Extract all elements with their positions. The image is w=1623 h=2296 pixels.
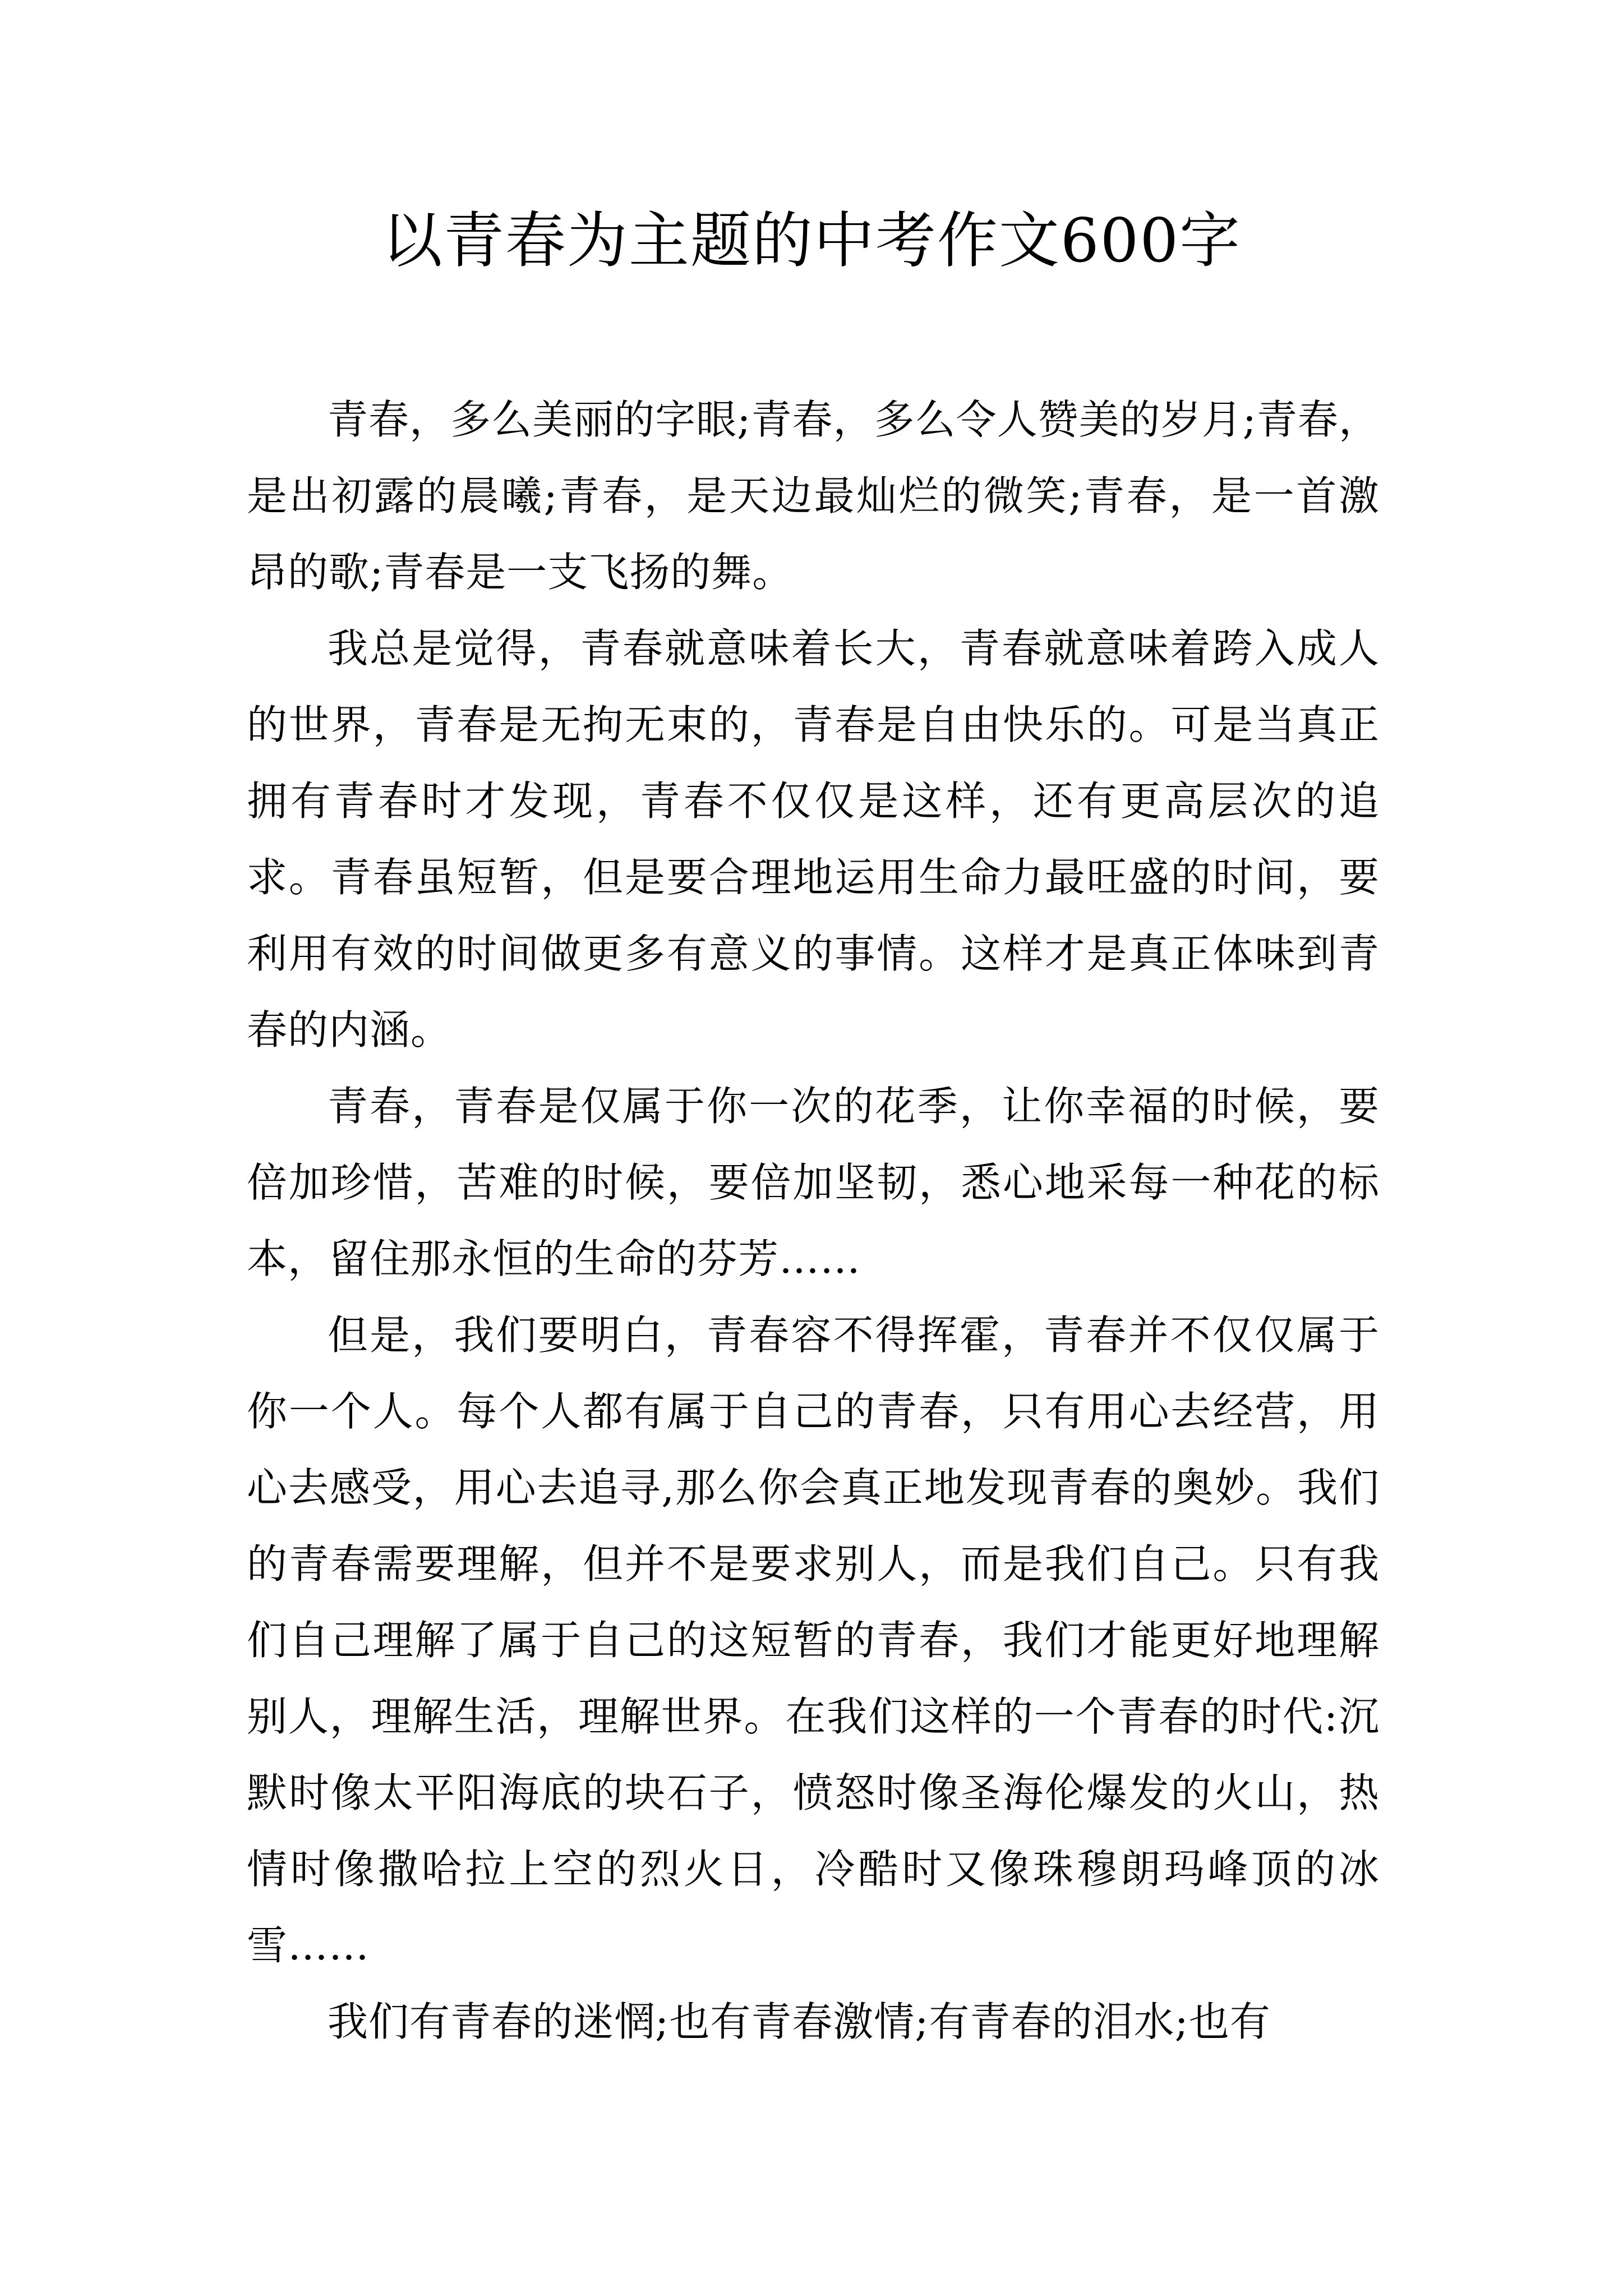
paragraph-2: 我总是觉得，青春就意味着长大，青春就意味着跨入成人的世界，青春是无拘无束的，青春是自由快乐的。可是当真正拥有青春时才发现，青春不仅仅是这样，还有更高层次的追求。青春虽短暂，但是要合理地运用生命力最旺盛的时间，要利用有效的时间做更多有意义的事情。这样才是真正体味到青春的内涵。 [247,625,1380,1053]
paragraph-3: 青春，青春是仅属于你一次的花季，让你幸福的时候，要倍加珍惜，苦难的时候，要倍加坚韧，悉心地采每一种花的标本，留住那永恒的生命的芬芳…… [247,1083,1380,1282]
document-title: 以青春为主题的中考作文600字 [381,206,1242,276]
paragraph-4: 但是，我们要明白，青春容不得挥霍，青春并不仅仅属于你一个人。每个人都有属于自己的青春，只有用心去经营，用心去感受，用心去追寻,那么你会真正地发现青春的奥妙。我们的青春需要理解，但并不是要求别人，而是我们自己。只有我们自己理解了属于自己的这短暂的青春，我们才能更好地理解别人，理解生活，理解世界。在我们这样的一个青春的时代:沉默时像太平阳海底的块石子，愤怒时像圣海伦爆发的火山，热情时像撒哈拉上空的烈火日，冷酷时又像珠穆朗玛峰顶的冰雪…… [247,1312,1380,1969]
paragraph-5: 我们有青春的迷惘;也有青春激情;有青春的泪水;也有 [328,1998,1271,2045]
document-body [247,381,1380,2060]
paragraph-1: 青春，多么美丽的字眼;青春，多么令人赞美的岁月;青春，是出初露的晨曦;青春，是天边最灿烂的微笑;青春，是一首激昂的歌;青春是一支飞扬的舞。 [247,396,1380,596]
